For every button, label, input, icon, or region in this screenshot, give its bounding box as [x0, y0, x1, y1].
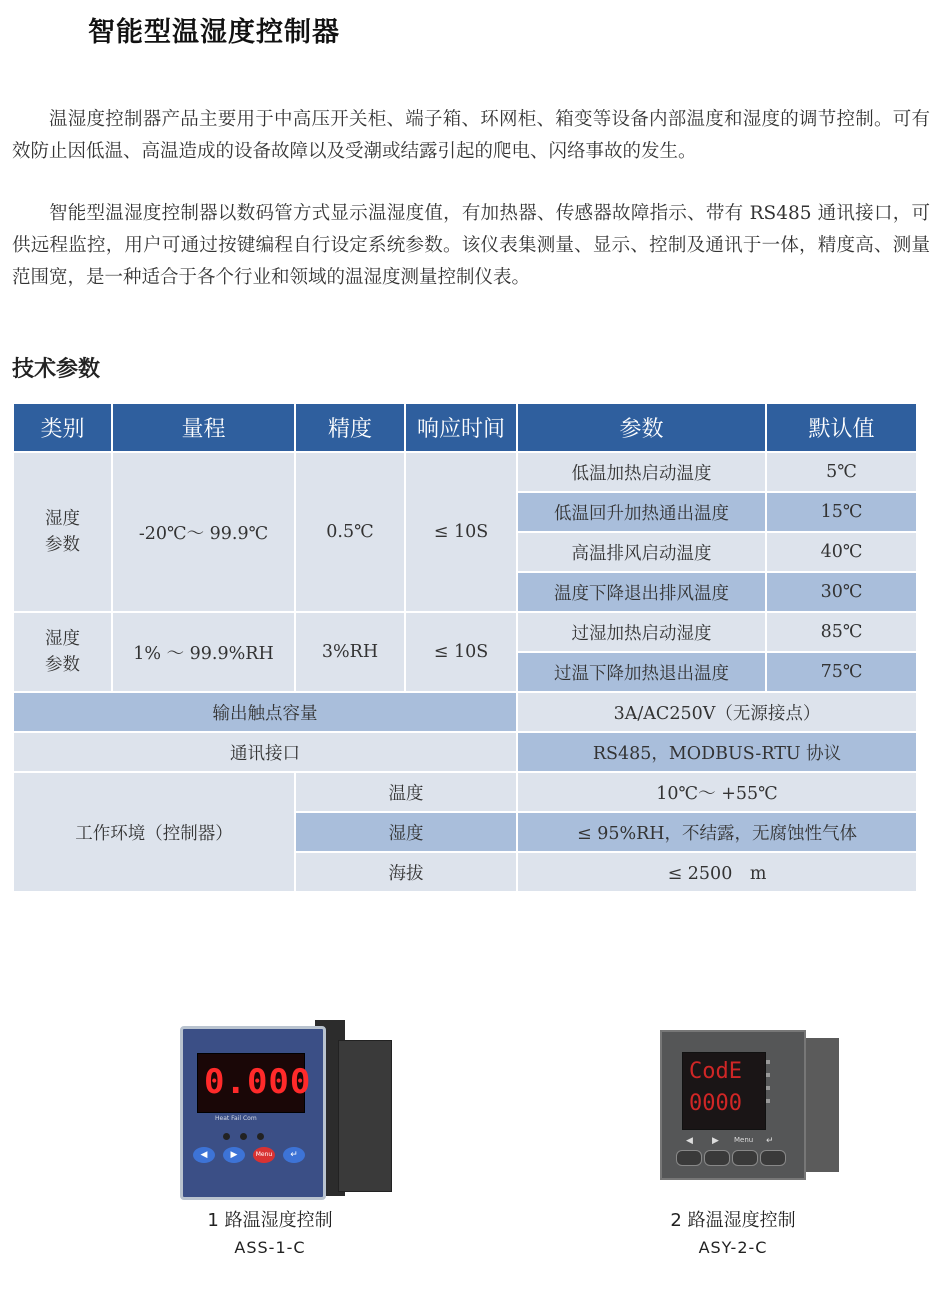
page-title: 智能型温湿度控制器	[88, 17, 340, 48]
section-title: 技术参数	[12, 357, 101, 382]
device-display	[682, 1052, 766, 1130]
left-button: ◀	[193, 1147, 215, 1163]
header-precision: 精度	[295, 403, 405, 452]
header-category: 类别	[13, 403, 112, 452]
group2-range: 1% ～ 99.9%RH	[112, 612, 295, 692]
env-value: ≤ 2500 m	[517, 852, 917, 892]
env-name: 湿度	[295, 812, 517, 852]
param-cell: 过温下降加热退出温度	[517, 652, 766, 692]
menu-label: Menu	[734, 1136, 754, 1144]
device-button	[676, 1150, 702, 1166]
spec-table	[12, 402, 918, 893]
group2-response: ≤ 10S	[405, 612, 517, 692]
output-label: 输出触点容量	[13, 692, 517, 732]
table-row	[13, 692, 917, 732]
product-model: ASS-1-C	[234, 1238, 306, 1257]
device-front-panel	[180, 1026, 326, 1200]
status-leds	[223, 1125, 283, 1133]
intro-paragraph: 温湿度控制器产品主要用于中高压开关柜、端子箱、环网柜、箱变等设备内部温度和湿度的调节控制。可有效防止因低温、高温造成的设备故障以及受潮或结露引起的爬电、闪络事故的发生。	[12, 109, 930, 162]
display-top: CodE	[689, 1059, 742, 1084]
group1-response: ≤ 10S	[405, 452, 517, 612]
comm-value: RS485，MODBUS-RTU 协议	[517, 732, 917, 772]
product-2-caption	[613, 1206, 853, 1257]
right-arrow-icon: ▶	[712, 1136, 719, 1146]
product-2-image	[660, 1028, 838, 1180]
device-button	[704, 1150, 730, 1166]
product-name: 2 路温湿度控制	[670, 1210, 796, 1231]
group2-category: 湿度 参数	[13, 612, 112, 692]
param-cell: 过湿加热启动湿度	[517, 612, 766, 652]
param-cell: 低温回升加热通出温度	[517, 492, 766, 532]
display-bottom: 0000	[689, 1091, 742, 1116]
device-front-panel	[660, 1030, 806, 1180]
header-range: 量程	[112, 403, 295, 452]
default-cell: 75℃	[766, 652, 917, 692]
default-cell: 40℃	[766, 532, 917, 572]
comm-label: 通讯接口	[13, 732, 517, 772]
env-value: 10℃～ +55℃	[517, 772, 917, 812]
menu-button: Menu	[253, 1147, 275, 1163]
header-default: 默认值	[766, 403, 917, 452]
display-digits: 0.000	[204, 1062, 312, 1102]
product-model: ASY-2-C	[698, 1238, 768, 1257]
header-response: 响应时间	[405, 403, 517, 452]
default-cell: 30℃	[766, 572, 917, 612]
env-name: 温度	[295, 772, 517, 812]
default-cell: 15℃	[766, 492, 917, 532]
product-1-image	[180, 1020, 392, 1196]
table-row	[13, 732, 917, 772]
panel-label: Heat Fail Com	[215, 1115, 257, 1122]
default-cell: 5℃	[766, 452, 917, 492]
enter-icon: ↵	[766, 1136, 774, 1146]
device-display	[197, 1053, 312, 1113]
group2-precision: 3%RH	[295, 612, 405, 692]
enter-button: ↵	[283, 1147, 305, 1163]
table-row	[13, 772, 917, 812]
indicator-dots	[766, 1060, 772, 1112]
table-header-row	[13, 403, 917, 452]
group1-range: -20℃～ 99.9℃	[112, 452, 295, 612]
right-button: ▶	[223, 1147, 245, 1163]
env-label: 工作环境（控制器）	[13, 772, 295, 892]
env-value: ≤ 95%RH，不结露，无腐蚀性气体	[517, 812, 917, 852]
device-button	[760, 1150, 786, 1166]
table-row	[13, 452, 917, 492]
param-cell: 低温加热启动温度	[517, 452, 766, 492]
feature-paragraph: 智能型温湿度控制器以数码管方式显示温湿度值，有加热器、传感器故障指示、带有 RS485 通讯接口，可供远程监控，用户可通过按键编程自行设定系统参数。该仪表集测量、显示、控制及通讯于一体，精度高、测量范围宽，是一种适合于各个行业和领域的温湿度测量控制仪表。	[12, 203, 930, 288]
env-name: 海拔	[295, 852, 517, 892]
group1-precision: 0.5℃	[295, 452, 405, 612]
product-name: 1 路温湿度控制	[207, 1210, 333, 1231]
output-value: 3A/AC250V（无源接点）	[517, 692, 917, 732]
device-button	[732, 1150, 758, 1166]
table-row	[13, 612, 917, 652]
left-arrow-icon: ◀	[686, 1136, 693, 1146]
group1-category: 湿度 参数	[13, 452, 112, 612]
header-param: 参数	[517, 403, 766, 452]
product-1-caption	[150, 1206, 390, 1257]
param-cell: 温度下降退出排风温度	[517, 572, 766, 612]
default-cell: 85℃	[766, 612, 917, 652]
param-cell: 高温排风启动温度	[517, 532, 766, 572]
